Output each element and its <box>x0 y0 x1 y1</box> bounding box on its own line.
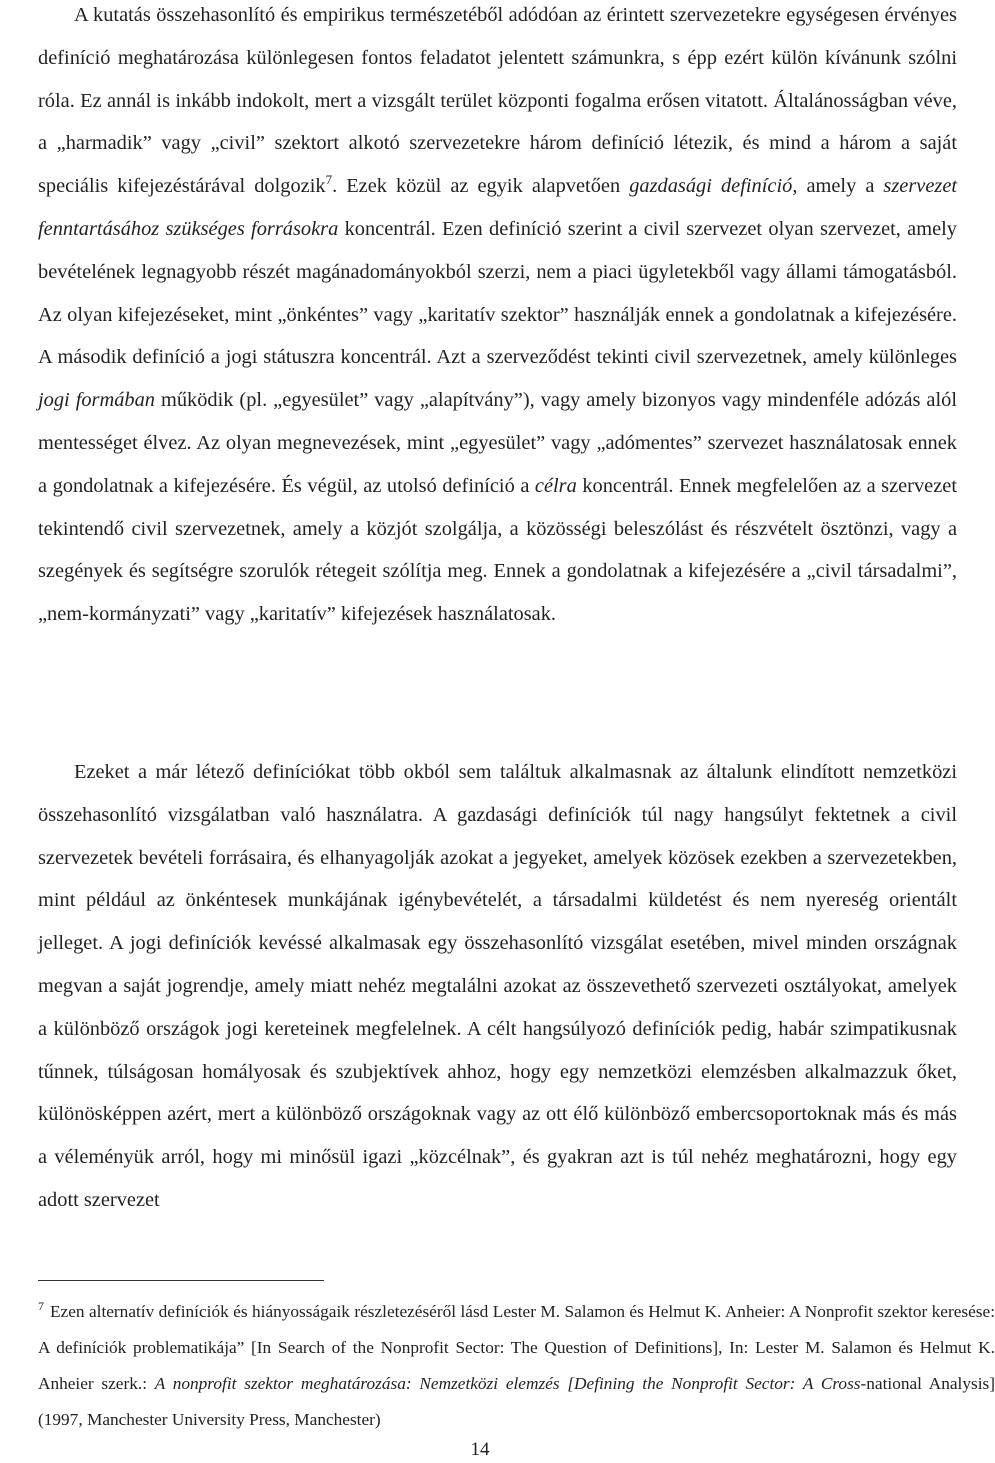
text-run: koncentrál. Ezen definíció szerint a civil szervezet olyan szervezet, amely bevételének legnagyobb részét magánadományokból szerzi, nem a piaci ügyletekből vagy állami támogatásból. Az olyan kifejezéseket, mint „önkéntes” vagy „karitatív szektor” használják ennek a gondolatnak a kifejezésére. A második definíció a jogi státuszra koncentrál. Azt a szerveződést tekinti civil szervezetnek, amely különleges <box>38 217 957 369</box>
footnote-text: -national Analysis] (1997, Manchester University Press, Manchester) <box>38 1374 995 1429</box>
body-paragraph-definitions <box>38 0 957 636</box>
italic-term-legal-form: jogi formában <box>38 389 155 412</box>
footnote-text: Ezen alternatív definíciók és hiányosságaik részletezéséről lásd Lester M. Salamon és Helmut K. Anheier: A Nonprofit szektor keresése: A definíciók problematikája” [In Search of the Nonprofit Sector: The Question of Definitions], In: Lester M. Salamon és Helmut K. Anheier szerk.: <box>38 1302 995 1393</box>
page-number: 14 <box>470 1439 490 1460</box>
footnote-italic-title: A nonprofit szektor meghatározása: Nemzetközi elemzés [Defining the Nonprofit Sector: A Cross <box>154 1374 861 1393</box>
footnote-separator <box>38 1280 324 1281</box>
footnote-number: 7 <box>38 1299 44 1314</box>
text-run: működik (pl. „egyesület” vagy „alapítvány”), vagy amely bizonyos vagy mindenféle adózás alól mentességet élvez. Az olyan megnevezések, mint „egyesület” vagy „adómentes” szervezet használatosak ennek a gondolatnak a kifejezésére. És végül, az utolsó definíció a <box>38 389 957 497</box>
text-run: . Ezek közül az egyik alapvetően <box>332 175 630 198</box>
footnote-7 <box>38 1294 995 1438</box>
italic-term-purpose: célra <box>534 474 577 497</box>
body-paragraph-critique: Ezeket a már létező definíciókat több okból sem találtuk alkalmasnak az általunk elindított nemzetközi összehasonlító vizsgálatban való használatra. A gazdasági definíciók túl nagy hangsúlyt fektetnek a civil szervezetek bevételi forrásaira, és elhanyagolják azokat a jegyeket, amelyek közösek ezekben a szervezetekben, mint például az önkéntesek munkájának igénybevételét, a társadalmi küldetést és nem nyereség orientált jelleget. A jogi definíciók kevéssé alkalmasak egy összehasonlító vizsgálat esetében, mivel minden országnak megvan a saját jogrendje, amely miatt nehéz megtalálni azokat az összevethető szervezeti osztályokat, amelyek a különböző országok jogi kereteinek megfelelnek. A célt hangsúlyozó definíciók pedig, habár szimpatikusnak tűnnek, túlságosan homályosak és szubjektívek ahhoz, hogy egy nemzetközi elemzésben alkalmazzuk őket, különösképpen azért, mert a különböző országoknak vagy az ott élő különböző embercsoportoknak más és más a véleményük arról, hogy mi minősül igazi „közcélnak”, és gyakran azt is túl nehéz meghatározni, hogy egy adott szervezet <box>38 761 957 1211</box>
italic-term-economic-definition: gazdasági definíció <box>629 175 793 198</box>
text-run: , amely a <box>792 175 884 198</box>
text-run: koncentrál. Ennek megfelelően az a szervezet tekintendő civil szervezetnek, amely a közjót szolgálja, a közösségi beleszólást és részvételt ösztönzi, vagy a szegények és segítségre szorulók rétegeit szólítja meg. Ennek a gondolatnak a kifejezésére a „civil társadalmi”, „nem-kormányzati” vagy „karitatív” kifejezések használatosak. <box>38 474 957 626</box>
text-run: A kutatás összehasonlító és empirikus természetéből adódóan az érintett szervezetekre egységesen érvényes definíció meghatározása különlegesen fontos feladatot jelentett számunkra, s épp ezért külön kívánunk szólni róla. Ez annál is inkább indokolt, mert a vizsgált terület központi fogalma erősen vitatott. Általánosságban véve, a „harmadik” vagy „civil” szektort alkotó szervezetekre három definíció létezik, és mind a három a saját speciális kifejezéstárával dolgozik <box>38 4 957 198</box>
footnote-reference[interactable]: 7 <box>325 172 333 188</box>
italic-term-funding-sources: szervezet fenntartásához szükséges forrásokra <box>38 175 958 240</box>
